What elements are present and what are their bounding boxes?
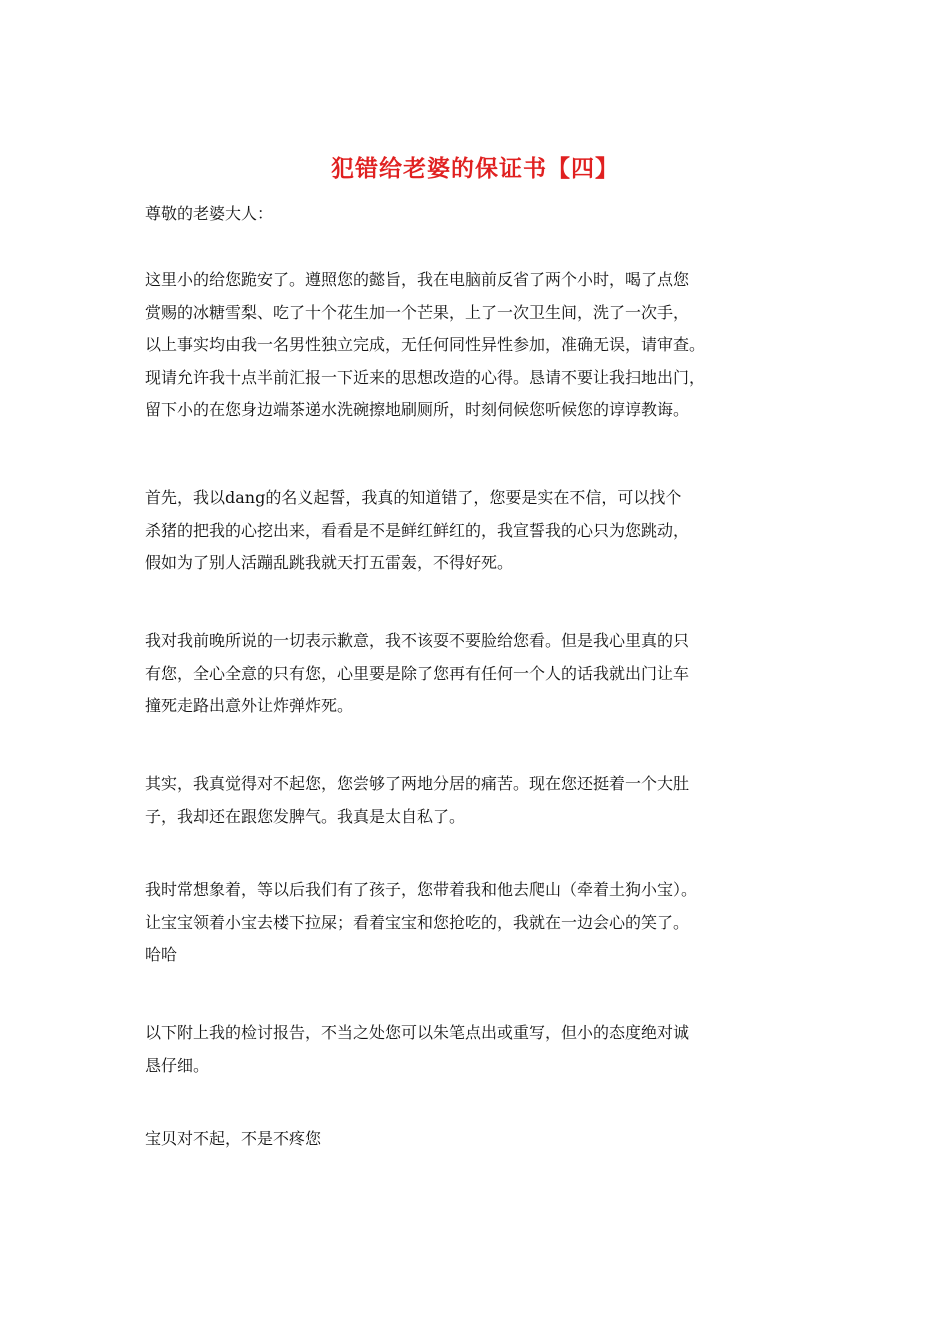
paragraph-3 [145,625,825,723]
paragraph-4 [145,768,825,833]
paragraph-5 [145,874,825,972]
paragraph-line: 有您，全心全意的只有您，心里要是除了您再有任何一个人的话我就出门让车 [145,663,690,683]
document-title: 犯错给老婆的保证书【四】 [331,155,619,182]
paragraph-line: 以下附上我的检讨报告，不当之处您可以朱笔点出或重写，但小的态度绝对诚 [145,1023,690,1042]
paragraph-line: 子，我却还在跟您发脾气。我真是太自私了。 [145,806,466,826]
paragraph-line: 这里小的给您跪安了。遵照您的懿旨，我在电脑前反省了两个小时，喝了点您 [145,270,690,289]
paragraph-line: 恳仔细。 [145,1055,210,1075]
paragraph-7 [145,1123,825,1156]
paragraph-line: 以上事实均由我一名男性独立完成，无任何同性异性参加，准确无误，请审查。 [145,335,706,354]
paragraph-line: 现请允许我十点半前汇报一下近来的思想改造的心得。恳请不要让我扫地出门， [145,367,706,387]
paragraph-line: 首先，我以dang的名义起誓，我真的知道错了，您要是实在不信，可以找个 [145,488,682,507]
paragraph-1 [145,264,825,427]
salutation: 尊敬的老婆大人： [145,204,274,223]
paragraph-line: 其实，我真觉得对不起您，您尝够了两地分居的痛苦。现在您还挺着一个大肚 [145,774,690,793]
paragraph-line: 我时常想象着，等以后我们有了孩子，您带着我和他去爬山（牵着土狗小宝）。 [145,880,698,899]
paragraph-2 [145,482,825,580]
paragraph-line: 哈哈 [145,945,178,964]
paragraph-line: 宝贝对不起，不是不疼您 [145,1129,322,1148]
paragraph-line: 留下小的在您身边端茶递水洗碗擦地刷厕所，时刻伺候您听候您的谆谆教诲。 [145,400,690,419]
paragraph-line: 撞死走路出意外让炸弹炸死。 [145,696,354,715]
paragraph-line: 赏赐的冰糖雪梨、吃了十个花生加一个芒果，上了一次卫生间，洗了一次手， [145,302,690,322]
paragraph-line: 杀猪的把我的心挖出来，看看是不是鲜红鲜红的，我宣誓我的心只为您跳动， [145,520,690,540]
paragraph-line: 我对我前晚所说的一切表示歉意，我不该耍不要脸给您看。但是我心里真的只 [145,631,690,650]
paragraph-line: 让宝宝领着小宝去楼下拉屎；看着宝宝和您抢吃的，我就在一边会心的笑了。 [145,912,690,932]
paragraph-6 [145,1017,825,1082]
paragraph-line: 假如为了别人活蹦乱跳我就天打五雷轰，不得好死。 [145,553,514,572]
